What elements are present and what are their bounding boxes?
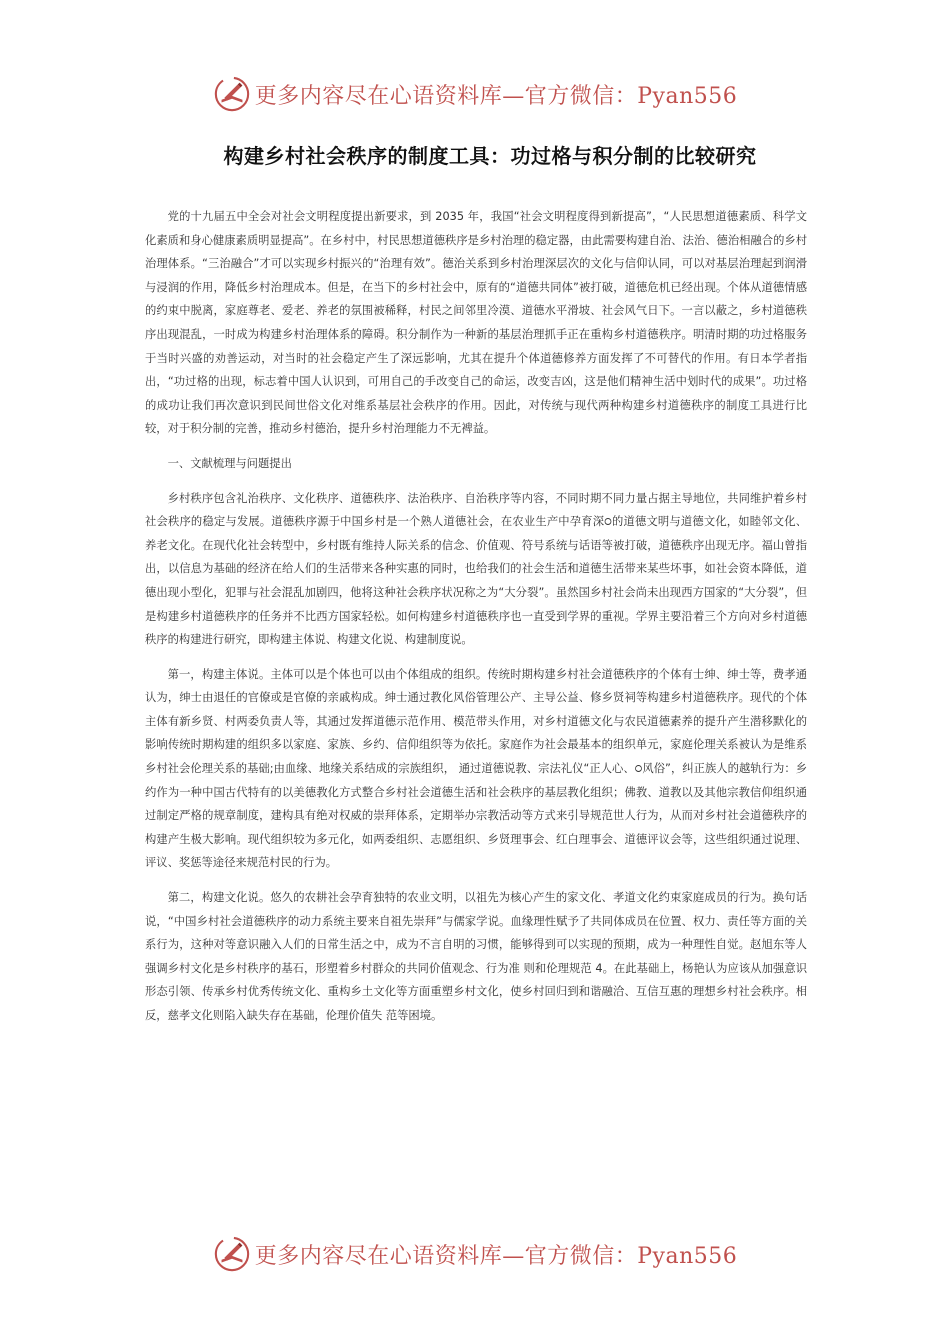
watermark-banner-top bbox=[0, 74, 950, 114]
section-heading: 一、文献梳理与问题提出 bbox=[167, 456, 292, 470]
book-pen-logo-icon bbox=[213, 75, 251, 113]
watermark-banner-bottom bbox=[0, 1234, 950, 1274]
document-body bbox=[145, 205, 807, 1039]
paragraph-subject-theory: 第一，构建主体说。主体可以是个体也可以由个体组成的组织。传统时期构建乡村社会道德秩序的个体有士绅、绅士等，费孝通认为，绅士由退任的官僚或是官僚的亲戚构成。绅士通过教化风俗管理公产、主导公益、修乡贤祠等构建乡村道德秩序。现代的个体主体有新乡贤、村两委负责人等，其通过发挥道德示范作用、模范带头作用，对乡村道德文化与农民道德素养的提升产生潜移默化的影响传统时期构建的组织多以家庭、家族、乡约、信仰组织等为依托。家庭作为社会最基本的组织单元，家庭伦理关系被认为是维系乡村社会伦理关系的基础;由血缘、地缘关系结成的宗族组织， 通过道德说教、宗法礼仪“正人心、੦风俗”，纠正族人的越轨行为：乡约作为一种中国古代特有的以美德教化方式整合乡村社会道德生活和社会秩序的基层教化组织；佛教、道教以及其他宗教信仰组织通过制定严格的规章制度，建构具有绝对权威的崇拜体系，定期举办宗教活动等方式来引导规范世人行为，从而对乡村社会道德秩序的构建产生极大影响。现代组织较为多元化，如两委组织、志愿组织、乡贤理事会、红白理事会、道德评议会等，这些组织通过说理、评议、奖惩等途径来规范村民的行为。 bbox=[145, 667, 807, 870]
paragraph-culture-theory: 第二，构建文化说。悠久的农耕社会孕育独特的农业文明，以祖先为核心产生的家文化、孝道文化约束家庭成员的行为。换句话说，“中国乡村社会道德秩序的动力系统主要来自祖先崇拜”与儒家学说。血缘理性赋予了共同体成员在位置、权力、责任等方面的关系行为，这种对等意识融入人们的日常生活之中，成为不言自明的习惯，能够得到可以实现的预期，成为一种理性自觉。赵旭东等人强调乡村文化是乡村秩序的基石，形塑着乡村群众的共同价值观念、行为准 则和伦理规范 4。在此基础上，杨艳认为应该从加强意识形态引领、传承乡村优秀传统文化、重构乡土文化等方面重塑乡村文化，使乡村回归到和谐融洽、互信互惠的理想乡村社会秩序。相反，慈孝文化则陷入缺失存在基础，伦理价值失 范等困境。 bbox=[145, 891, 807, 1022]
watermark-text: 更多内容尽在心语资料库—官方微信：Pyan556 bbox=[254, 1243, 738, 1269]
paragraph-intro: 党的十九届五中全会对社会文明程度提出新要求，到 2035 年，我国“社会文明程度得到新提高”，“人民思想道德素质、科学文化素质和身心健康素质明显提高”。在乡村中，村民思想道德秩序是乡村治理的稳定器，由此需要构建自治、法治、德治相融合的乡村治理体系。“三治融合”才可以实现乡村振兴的“治理有效”。德治关系到乡村治理深层次的文化与信仰认同，可以对基层治理起到润滑与浸润的作用，降低乡村治理成本。但是，在当下的乡村社会中，原有的“道德共同体”被打破，道德危机已经出现。个体从道德情感的约束中脱离，家庭尊老、爱老、养老的氛围被稀释，村民之间邻里冷漠、道德水平滑坡、社会风气日下。一言以蔽之，乡村道德秩序出现混乱，一时成为构建乡村治理体系的障碍。积分制作为一种新的基层治理抓手正在重构乡村道德秩序。明清时期的功过格服务于当时兴盛的劝善运动，对当时的社会稳定产生了深远影响，尤其在提升个体道德修养方面发挥了不可替代的作用。有日本学者指出，“功过格的出现，标志着中国人认识到，可用自己的手改变自己的命运，改变吉凶，这是他们精神生活中划时代的成果”。功过格的成功让我们再次意识到民间世俗文化对维系基层社会秩序的作用。因此，对传统与现代两种构建乡村道德秩序的制度工具进行比较，对于积分制的完善，推动乡村德治，提升乡村治理能力不无裨益。 bbox=[145, 210, 807, 436]
paragraph-literature: 乡村秩序包含礼治秩序、文化秩序、道德秩序、法治秩序、自治秩序等内容，不同时期不同力量占据主导地位，共同维护着乡村社会秩序的稳定与发展。道德秩序源于中国乡村是一个熟人道德社会，在农业生产中孕育深੦的道德文明与道德文化，如睦邻文化、养老文化。在现代化社会转型中，乡村既有维持人际关系的信念、价值观、符号系统与话语等被打破，道德秩序出现无序。福山曾指出，以信息为基础的经济在给人们的生活带来各种实惠的同时，也给我们的社会生活和道德生活带来某些坏事，如社会资本降低，道德出现小型化，犯罪与社会混乱加剧四，他将这种社会秩序状况称之为“大分裂”。虽然国乡村社会尚未出现西方国家的“大分裂”，但是构建乡村道德秩序的任务并不比西方国家轻松。如何构建乡村道德秩序也一直受到学界的重视。学界主要沿着三个方向对乡村道德秩序的构建进行研究，即构建主体说、构建文化说、构建制度说。 bbox=[145, 491, 807, 647]
document-title: 构建乡村社会秩序的制度工具：功过格与积分制的比较研究 bbox=[223, 144, 757, 168]
book-pen-logo-icon bbox=[213, 1235, 251, 1273]
watermark-text: 更多内容尽在心语资料库—官方微信：Pyan556 bbox=[254, 83, 738, 109]
